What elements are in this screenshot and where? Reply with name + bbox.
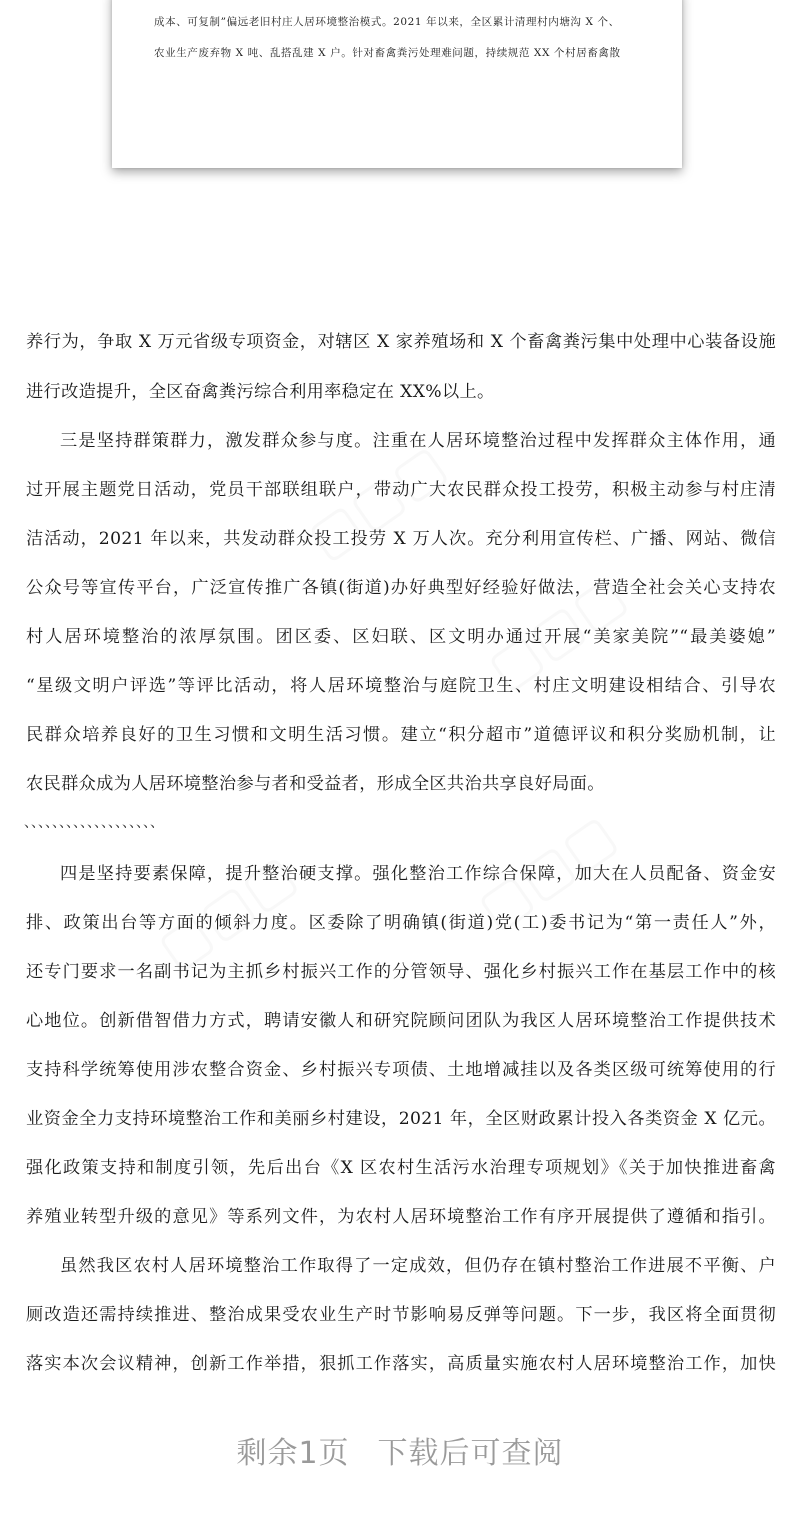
paragraph-line: 养殖业转型升级的意见》等系列文件，为农村人居环境整治工作有序开展提供了遵循和指引。: [26, 1207, 776, 1227]
paragraph-line: 村人居环境整治的浓厚氛围。团区委、区妇联、区文明办通过开展“美家美院”“最美婆媳”: [26, 627, 776, 647]
preview-text-line: 农业生产废弃物 X 吨、乱搭乱建 X 户。针对畜禽粪污处理难问题，持续规范 XX 个村居畜禽散: [154, 47, 621, 59]
preview-text-line: 成本、可复制”偏远老旧村庄人居环境整治模式。2021 年以来，全区累计清理村内塘沟 X 个、: [154, 16, 620, 28]
paragraph-line: 强化政策支持和制度引领，先后出台《X 区农村生活污水治理专项规划》《关于加快推进畜禽: [26, 1158, 776, 1178]
paragraph-line: 厕改造还需持续推进、整治成果受农业生产时节影响易反弹等问题。下一步，我区将全面贯彻: [26, 1305, 776, 1325]
paragraph-line: “星级文明户评选”等评比活动，将人居环境整治与庭院卫生、村庄文明建设相结合、引导农: [26, 676, 776, 696]
remaining-pages-label: 剩余1页: [236, 1436, 350, 1471]
paragraph-line: 业资金全力支持环境整治工作和美丽乡村建设，2021 年，全区财政累计投入各类资金 X 亿元。: [26, 1109, 776, 1129]
separator-marks: 、、、、、、、、、、、、、、、、、、、: [24, 815, 164, 831]
paragraph-line: 过开展主题党日活动，党员干部联组联户，带动广大农民群众投工投劳，积极主动参与村庄清: [26, 480, 776, 500]
paragraph-line: 公众号等宣传平台，广泛宣传推广各镇(街道)办好典型好经验好做法，营造全社会关心支持农: [26, 578, 776, 598]
watermark: ▢▢▢: [145, 841, 308, 982]
watermark: ▢▢▢: [475, 561, 638, 702]
paragraph-line: 三是坚持群策群力，激发群众参与度。注重在人居环境整治过程中发挥群众主体作用，通: [60, 431, 776, 451]
paragraph-line: 心地位。创新借智借力方式，聘请安徽人和研究院顾问团队为我区人居环境整治工作提供技术: [26, 1011, 776, 1031]
paragraph-line: 四是坚持要素保障，提升整治硬支撑。强化整治工作综合保障，加大在人员配备、资金安: [60, 864, 776, 884]
paragraph-line: 养行为，争取 X 万元省级专项资金，对辖区 X 家养殖场和 X 个畜禽粪污集中处理中心装备设施: [26, 332, 776, 352]
download-prompt[interactable]: [0, 1428, 800, 1472]
paragraph-line: 民群众培养良好的卫生习惯和文明生活习惯。建立“积分超市”道德评议和积分奖励机制，让: [26, 725, 776, 745]
paragraph-line: 还专门要求一名副书记为主抓乡村振兴工作的分管领导、强化乡村振兴工作在基层工作中的核: [26, 962, 776, 982]
paragraph-line: 虽然我区农村人居环境整治工作取得了一定成效，但仍存在镇村整治工作进展不平衡、户: [60, 1256, 776, 1276]
paragraph-line: 农民群众成为人居环境整治参与者和受益者，形成全区共治共享良好局面。: [26, 774, 605, 794]
watermark: ▢▢▢: [295, 431, 458, 572]
paragraph-line: 支持科学统筹使用涉农整合资金、乡村振兴专项债、土地增减挂以及各类区级可统筹使用的行: [26, 1060, 776, 1080]
watermark: ▢▢▢: [465, 801, 628, 942]
paragraph-line: 进行改造提升，全区奋禽粪污综合利用率稳定在 XX%以上。: [26, 382, 495, 402]
paragraph-line: 落实本次会议精神，创新工作举措，狠抓工作落实，高质量实施农村人居环境整治工作，加快: [26, 1354, 776, 1374]
paragraph-line: 排、政策出台等方面的倾斜力度。区委除了明确镇(街道)党(工)委书记为“第一责任人”外，: [26, 913, 776, 933]
paragraph-line: 洁活动，2021 年以来，共发动群众投工投劳 X 万人次。充分利用宣传栏、广播、网站、微信: [26, 529, 776, 549]
previous-page-preview: [112, 0, 682, 168]
download-to-view-label[interactable]: 下载后可查阅: [377, 1436, 564, 1471]
